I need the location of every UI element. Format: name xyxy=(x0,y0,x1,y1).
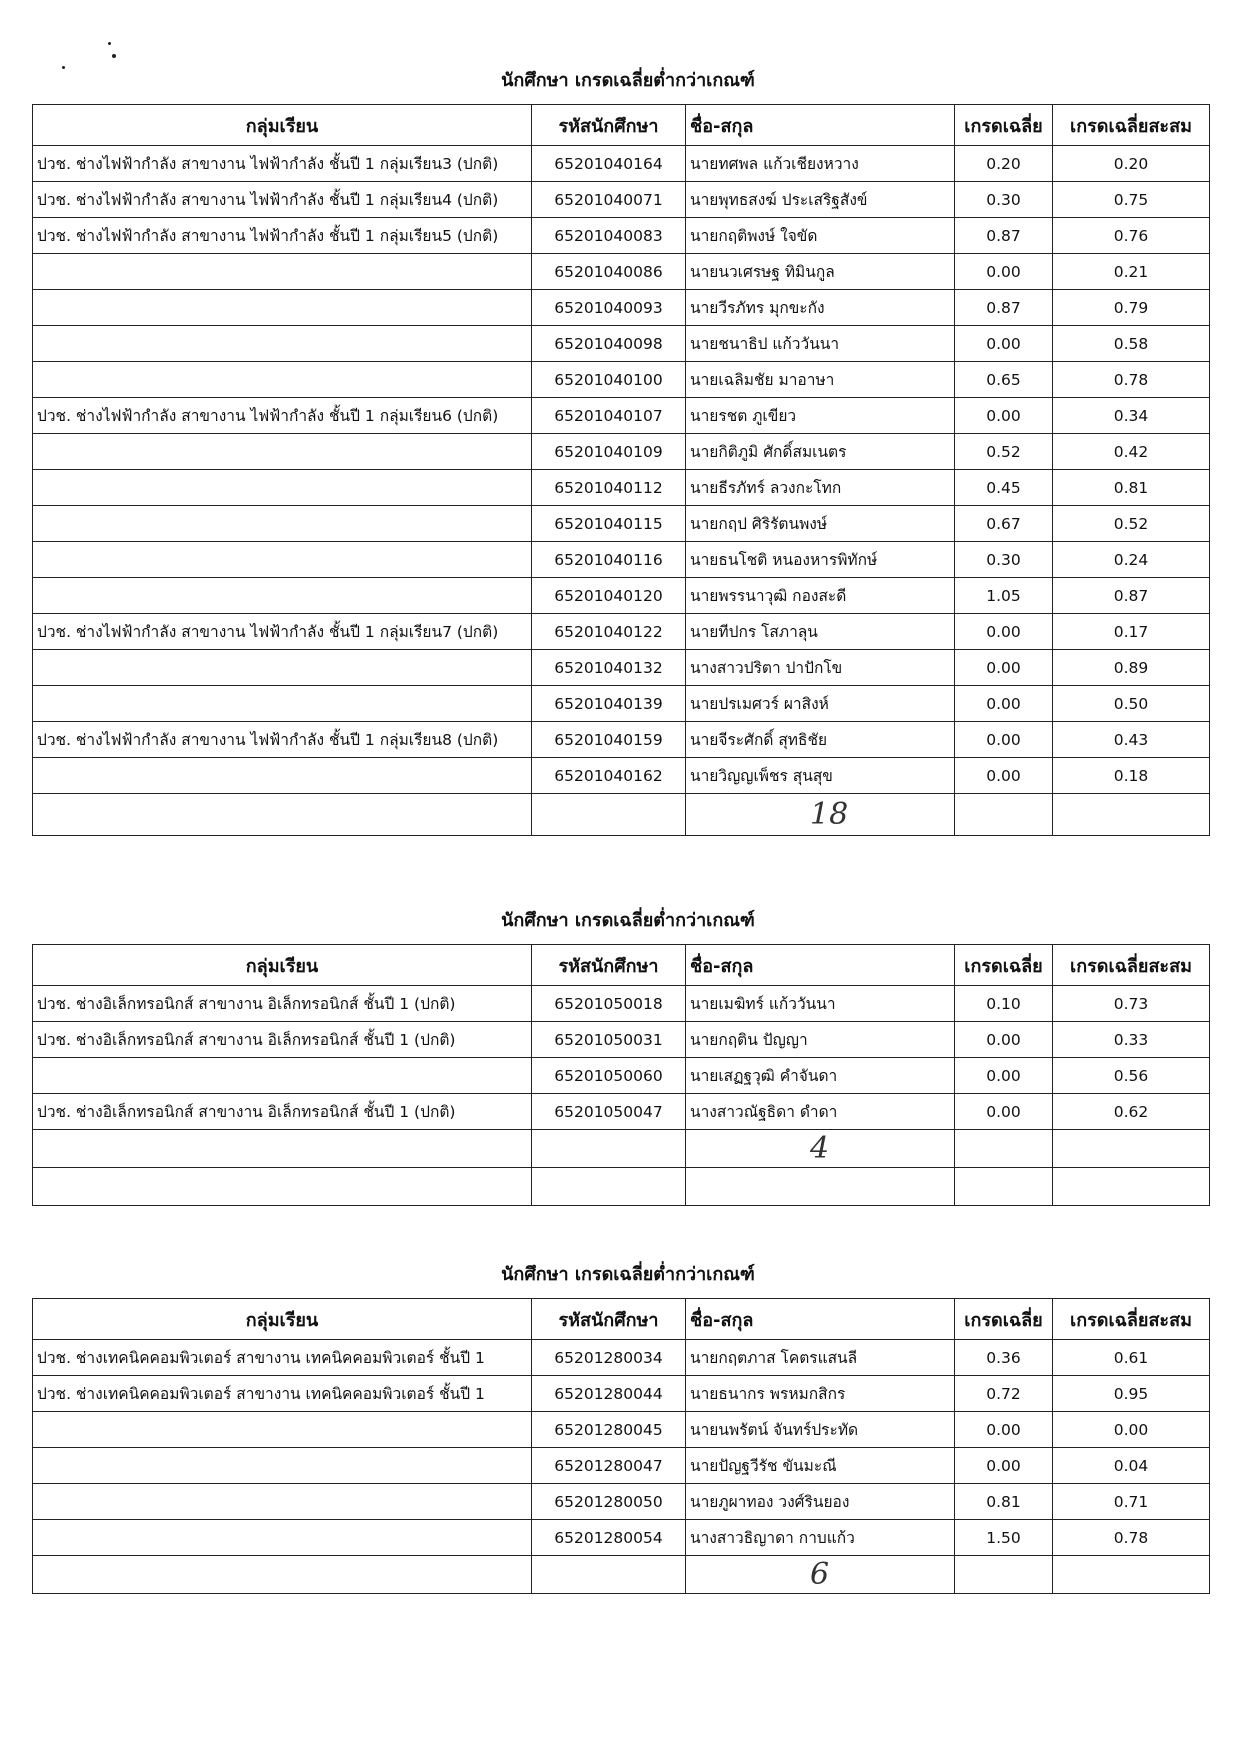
table-body xyxy=(33,1340,1210,1594)
cumulative-gpa-cell: 0.00 xyxy=(1053,1412,1210,1448)
group-cell xyxy=(33,1484,532,1520)
gpa-cell: 0.00 xyxy=(955,1058,1053,1094)
student-id-cell: 65201040100 xyxy=(532,362,686,398)
group-cell xyxy=(33,686,532,722)
student-name-cell: นายวิญญเพ็ชร สุนสุข xyxy=(686,758,955,794)
gpa-cell: 0.00 xyxy=(955,686,1053,722)
header-group: กลุ่มเรียน xyxy=(33,105,532,146)
cumulative-gpa-cell: 0.95 xyxy=(1053,1376,1210,1412)
gpa-cell xyxy=(955,1168,1053,1206)
student-id-cell: 65201040109 xyxy=(532,434,686,470)
student-name-cell: นายพุทธสงฆ์ ประเสริฐสังข์ xyxy=(686,182,955,218)
table-row xyxy=(33,362,1210,398)
section-title: นักศึกษา เกรดเฉลี่ยต่ำกว่าเกณฑ์ xyxy=(501,1264,755,1285)
student-name-cell: นายทีปกร โสภาลุน xyxy=(686,614,955,650)
gpa-cell: 1.50 xyxy=(955,1520,1053,1556)
handwritten-count: 4 xyxy=(810,1131,830,1166)
gpa-cell: 0.87 xyxy=(955,218,1053,254)
table-row xyxy=(33,1058,1210,1094)
header-name: ชื่อ-สกุล xyxy=(686,105,955,146)
gpa-cell: 0.67 xyxy=(955,506,1053,542)
gpa-cell: 0.00 xyxy=(955,254,1053,290)
gpa-cell xyxy=(955,1556,1053,1594)
table-row xyxy=(33,146,1210,182)
student-id-cell: 65201040116 xyxy=(532,542,686,578)
header-cumulative-gpa: เกรดเฉลี่ยสะสม xyxy=(1053,1299,1210,1340)
cumulative-gpa-cell: 0.50 xyxy=(1053,686,1210,722)
cumulative-gpa-cell: 0.21 xyxy=(1053,254,1210,290)
group-cell xyxy=(33,290,532,326)
gpa-cell: 0.00 xyxy=(955,326,1053,362)
student-name-cell: นายชนาธิป แก้ววันนา xyxy=(686,326,955,362)
gpa-cell: 0.00 xyxy=(955,1448,1053,1484)
student-id-cell xyxy=(532,794,686,836)
student-name-cell xyxy=(686,1168,955,1206)
students-table xyxy=(32,944,1210,1206)
cumulative-gpa-cell: 0.17 xyxy=(1053,614,1210,650)
table-row xyxy=(33,1130,1210,1168)
group-cell xyxy=(33,1448,532,1484)
student-id-cell: 65201040164 xyxy=(532,146,686,182)
student-id-cell: 65201280054 xyxy=(532,1520,686,1556)
student-name-cell: นายกฤตภาส โคตรแสนลี xyxy=(686,1340,955,1376)
student-name-cell: นายพรรนาวุฒิ กองสะดี xyxy=(686,578,955,614)
group-cell: ปวช. ช่างอิเล็กทรอนิกส์ สาขางาน อิเล็กทรอนิกส์ ชั้นปี 1 (ปกติ) xyxy=(33,1022,532,1058)
group-cell xyxy=(33,1058,532,1094)
student-name-cell: นายปัญฐวีรัช ขันมะณี xyxy=(686,1448,955,1484)
table-row xyxy=(33,182,1210,218)
table-row xyxy=(33,254,1210,290)
table-row xyxy=(33,986,1210,1022)
student-name-cell: นางสาวปริตา ปาปักโข xyxy=(686,650,955,686)
table-row xyxy=(33,290,1210,326)
cumulative-gpa-cell: 0.04 xyxy=(1053,1448,1210,1484)
cumulative-gpa-cell: 0.71 xyxy=(1053,1484,1210,1520)
table-header-row xyxy=(33,945,1210,986)
gpa-cell: 0.00 xyxy=(955,758,1053,794)
table-row xyxy=(33,1484,1210,1520)
cumulative-gpa-cell: 0.75 xyxy=(1053,182,1210,218)
student-id-cell: 65201050060 xyxy=(532,1058,686,1094)
cumulative-gpa-cell: 0.42 xyxy=(1053,434,1210,470)
student-name-cell: นายรชต ภูเขียว xyxy=(686,398,955,434)
student-id-cell: 65201040162 xyxy=(532,758,686,794)
student-name-cell xyxy=(686,1556,955,1594)
student-id-cell xyxy=(532,1168,686,1206)
group-cell: ปวช. ช่างไฟฟ้ากำลัง สาขางาน ไฟฟ้ากำลัง ชั้นปี 1 กลุ่มเรียน3 (ปกติ) xyxy=(33,146,532,182)
student-name-cell: นายทศพล แก้วเชียงหวาง xyxy=(686,146,955,182)
cumulative-gpa-cell xyxy=(1053,1130,1210,1168)
cumulative-gpa-cell: 0.78 xyxy=(1053,362,1210,398)
table-row xyxy=(33,1556,1210,1594)
section-electronics xyxy=(0,904,1238,1166)
group-cell xyxy=(33,470,532,506)
student-name-cell: นายเสฏฐวุฒิ คำจันดา xyxy=(686,1058,955,1094)
table-row xyxy=(33,1168,1210,1206)
group-cell: ปวช. ช่างอิเล็กทรอนิกส์ สาขางาน อิเล็กทรอนิกส์ ชั้นปี 1 (ปกติ) xyxy=(33,986,532,1022)
gpa-cell: 0.00 xyxy=(955,1022,1053,1058)
group-cell: ปวช. ช่างไฟฟ้ากำลัง สาขางาน ไฟฟ้ากำลัง ชั้นปี 1 กลุ่มเรียน6 (ปกติ) xyxy=(33,398,532,434)
gpa-cell: 0.30 xyxy=(955,542,1053,578)
gpa-cell: 0.65 xyxy=(955,362,1053,398)
group-cell: ปวช. ช่างไฟฟ้ากำลัง สาขางาน ไฟฟ้ากำลัง ชั้นปี 1 กลุ่มเรียน5 (ปกติ) xyxy=(33,218,532,254)
table-row xyxy=(33,758,1210,794)
student-name-cell: นายธนโชติ หนองหารพิทักษ์ xyxy=(686,542,955,578)
gpa-cell: 0.00 xyxy=(955,398,1053,434)
student-id-cell: 65201280045 xyxy=(532,1412,686,1448)
student-name-cell: นายกฤติพงษ์ ใจขัด xyxy=(686,218,955,254)
table-body xyxy=(33,146,1210,836)
handwritten-count: 18 xyxy=(810,797,849,832)
gpa-cell: 0.00 xyxy=(955,650,1053,686)
cumulative-gpa-cell: 0.89 xyxy=(1053,650,1210,686)
gpa-cell: 0.00 xyxy=(955,1094,1053,1130)
gpa-cell: 0.45 xyxy=(955,470,1053,506)
student-id-cell: 65201040098 xyxy=(532,326,686,362)
gpa-cell xyxy=(955,1130,1053,1168)
cumulative-gpa-cell: 0.58 xyxy=(1053,326,1210,362)
table-header-row xyxy=(33,105,1210,146)
student-name-cell: นายจีระศักดิ์ สุทธิชัย xyxy=(686,722,955,758)
student-id-cell: 65201040132 xyxy=(532,650,686,686)
student-id-cell: 65201040107 xyxy=(532,398,686,434)
students-table xyxy=(32,1298,1210,1594)
student-name-cell: นางสาวธิญาดา กาบแก้ว xyxy=(686,1520,955,1556)
student-id-cell: 65201280047 xyxy=(532,1448,686,1484)
group-cell xyxy=(33,794,532,836)
table-row xyxy=(33,218,1210,254)
gpa-cell: 1.05 xyxy=(955,578,1053,614)
student-id-cell: 65201040159 xyxy=(532,722,686,758)
group-cell xyxy=(33,578,532,614)
group-cell xyxy=(33,326,532,362)
gpa-cell: 0.36 xyxy=(955,1340,1053,1376)
gpa-cell: 0.81 xyxy=(955,1484,1053,1520)
student-id-cell: 65201280034 xyxy=(532,1340,686,1376)
cumulative-gpa-cell: 0.24 xyxy=(1053,542,1210,578)
table-row xyxy=(33,794,1210,836)
student-id-cell: 65201050018 xyxy=(532,986,686,1022)
gpa-cell: 0.87 xyxy=(955,290,1053,326)
student-name-cell: นายกฤติน ปัญญา xyxy=(686,1022,955,1058)
section-title: นักศึกษา เกรดเฉลี่ยต่ำกว่าเกณฑ์ xyxy=(501,70,755,91)
header-student-id: รหัสนักศึกษา xyxy=(532,1299,686,1340)
section-title: นักศึกษา เกรดเฉลี่ยต่ำกว่าเกณฑ์ xyxy=(501,910,755,931)
table-row xyxy=(33,1376,1210,1412)
gpa-cell: 0.00 xyxy=(955,1412,1053,1448)
section-computer-technics xyxy=(0,1258,1238,1592)
group-cell xyxy=(33,650,532,686)
header-group: กลุ่มเรียน xyxy=(33,945,532,986)
scan-speck xyxy=(108,42,111,45)
table-row xyxy=(33,1412,1210,1448)
table-header-row xyxy=(33,1299,1210,1340)
cumulative-gpa-cell: 0.33 xyxy=(1053,1022,1210,1058)
cumulative-gpa-cell: 0.78 xyxy=(1053,1520,1210,1556)
cumulative-gpa-cell: 0.18 xyxy=(1053,758,1210,794)
group-cell xyxy=(33,254,532,290)
table-row xyxy=(33,1520,1210,1556)
gpa-cell: 0.52 xyxy=(955,434,1053,470)
table-row xyxy=(33,686,1210,722)
gpa-cell: 0.00 xyxy=(955,614,1053,650)
group-cell xyxy=(33,434,532,470)
cumulative-gpa-cell xyxy=(1053,1168,1210,1206)
student-id-cell: 65201280044 xyxy=(532,1376,686,1412)
student-id-cell: 65201040122 xyxy=(532,614,686,650)
table-body xyxy=(33,986,1210,1206)
student-name-cell xyxy=(686,794,955,836)
group-cell xyxy=(33,542,532,578)
table-row xyxy=(33,542,1210,578)
students-table xyxy=(32,104,1210,836)
student-id-cell: 65201040120 xyxy=(532,578,686,614)
group-cell xyxy=(33,506,532,542)
table-row xyxy=(33,722,1210,758)
header-gpa: เกรดเฉลี่ย xyxy=(955,105,1053,146)
header-gpa: เกรดเฉลี่ย xyxy=(955,945,1053,986)
student-id-cell: 65201040112 xyxy=(532,470,686,506)
student-name-cell xyxy=(686,1130,955,1168)
header-gpa: เกรดเฉลี่ย xyxy=(955,1299,1053,1340)
cumulative-gpa-cell: 0.62 xyxy=(1053,1094,1210,1130)
header-name: ชื่อ-สกุล xyxy=(686,1299,955,1340)
group-cell xyxy=(33,1556,532,1594)
gpa-cell: 0.20 xyxy=(955,146,1053,182)
group-cell xyxy=(33,1130,532,1168)
cumulative-gpa-cell: 0.73 xyxy=(1053,986,1210,1022)
cumulative-gpa-cell: 0.81 xyxy=(1053,470,1210,506)
header-group: กลุ่มเรียน xyxy=(33,1299,532,1340)
student-name-cell: นายนวเศรษฐ ทิมินกูล xyxy=(686,254,955,290)
scan-speck xyxy=(112,54,116,58)
group-cell xyxy=(33,1520,532,1556)
cumulative-gpa-cell: 0.56 xyxy=(1053,1058,1210,1094)
student-name-cell: นายธีรภัทร์ ลวงกะโทก xyxy=(686,470,955,506)
table-row xyxy=(33,434,1210,470)
table-row xyxy=(33,650,1210,686)
table-row xyxy=(33,398,1210,434)
table-row xyxy=(33,578,1210,614)
student-id-cell: 65201040071 xyxy=(532,182,686,218)
group-cell xyxy=(33,1412,532,1448)
table-row xyxy=(33,1022,1210,1058)
scan-edge xyxy=(0,0,1238,6)
student-id-cell: 65201050031 xyxy=(532,1022,686,1058)
student-name-cell: นายกิติภูมิ ศักดิ์สมเนตร xyxy=(686,434,955,470)
gpa-cell: 0.30 xyxy=(955,182,1053,218)
cumulative-gpa-cell: 0.76 xyxy=(1053,218,1210,254)
cumulative-gpa-cell: 0.79 xyxy=(1053,290,1210,326)
student-id-cell: 65201040093 xyxy=(532,290,686,326)
header-cumulative-gpa: เกรดเฉลี่ยสะสม xyxy=(1053,105,1210,146)
student-name-cell: นายภูผาทอง วงศ์รินยอง xyxy=(686,1484,955,1520)
header-name: ชื่อ-สกุล xyxy=(686,945,955,986)
cumulative-gpa-cell: 0.34 xyxy=(1053,398,1210,434)
student-id-cell: 65201040139 xyxy=(532,686,686,722)
group-cell: ปวช. ช่างไฟฟ้ากำลัง สาขางาน ไฟฟ้ากำลัง ชั้นปี 1 กลุ่มเรียน7 (ปกติ) xyxy=(33,614,532,650)
table-row xyxy=(33,326,1210,362)
gpa-cell xyxy=(955,794,1053,836)
group-cell xyxy=(33,758,532,794)
group-cell xyxy=(33,1168,532,1206)
gpa-cell: 0.00 xyxy=(955,722,1053,758)
student-name-cell: นายนพรัตน์ จันทร์ประทัด xyxy=(686,1412,955,1448)
cumulative-gpa-cell: 0.61 xyxy=(1053,1340,1210,1376)
student-name-cell: นายธนากร พรหมกสิกร xyxy=(686,1376,955,1412)
handwritten-count: 6 xyxy=(810,1557,830,1592)
cumulative-gpa-cell xyxy=(1053,794,1210,836)
student-name-cell: นายเฉลิมชัย มาอาษา xyxy=(686,362,955,398)
group-cell: ปวช. ช่างเทคนิคคอมพิวเตอร์ สาขางาน เทคนิคคอมพิวเตอร์ ชั้นปี 1 xyxy=(33,1340,532,1376)
table-row xyxy=(33,1340,1210,1376)
student-id-cell xyxy=(532,1130,686,1168)
header-cumulative-gpa: เกรดเฉลี่ยสะสม xyxy=(1053,945,1210,986)
student-id-cell xyxy=(532,1556,686,1594)
student-id-cell: 65201040086 xyxy=(532,254,686,290)
student-name-cell: นางสาวณัฐธิดา ดำดา xyxy=(686,1094,955,1130)
gpa-cell: 0.72 xyxy=(955,1376,1053,1412)
cumulative-gpa-cell: 0.87 xyxy=(1053,578,1210,614)
group-cell: ปวช. ช่างไฟฟ้ากำลัง สาขางาน ไฟฟ้ากำลัง ชั้นปี 1 กลุ่มเรียน4 (ปกติ) xyxy=(33,182,532,218)
cumulative-gpa-cell xyxy=(1053,1556,1210,1594)
table-row xyxy=(33,1448,1210,1484)
student-name-cell: นายวีรภัทร มุกขะกัง xyxy=(686,290,955,326)
table-row xyxy=(33,470,1210,506)
cumulative-gpa-cell: 0.52 xyxy=(1053,506,1210,542)
table-row xyxy=(33,506,1210,542)
student-id-cell: 65201050047 xyxy=(532,1094,686,1130)
group-cell: ปวช. ช่างเทคนิคคอมพิวเตอร์ สาขางาน เทคนิคคอมพิวเตอร์ ชั้นปี 1 xyxy=(33,1376,532,1412)
table-row xyxy=(33,614,1210,650)
student-id-cell: 65201280050 xyxy=(532,1484,686,1520)
group-cell xyxy=(33,362,532,398)
student-name-cell: นายเมฆิทร์ แก้ววันนา xyxy=(686,986,955,1022)
table-row xyxy=(33,1094,1210,1130)
cumulative-gpa-cell: 0.20 xyxy=(1053,146,1210,182)
student-name-cell: นายปรเมศวร์ ผาสิงห์ xyxy=(686,686,955,722)
header-student-id: รหัสนักศึกษา xyxy=(532,945,686,986)
header-student-id: รหัสนักศึกษา xyxy=(532,105,686,146)
section-power-electrical xyxy=(0,64,1238,832)
student-id-cell: 65201040115 xyxy=(532,506,686,542)
student-name-cell: นายกฤป ศิริรัตนพงษ์ xyxy=(686,506,955,542)
cumulative-gpa-cell: 0.43 xyxy=(1053,722,1210,758)
group-cell: ปวช. ช่างอิเล็กทรอนิกส์ สาขางาน อิเล็กทรอนิกส์ ชั้นปี 1 (ปกติ) xyxy=(33,1094,532,1130)
gpa-cell: 0.10 xyxy=(955,986,1053,1022)
student-id-cell: 65201040083 xyxy=(532,218,686,254)
group-cell: ปวช. ช่างไฟฟ้ากำลัง สาขางาน ไฟฟ้ากำลัง ชั้นปี 1 กลุ่มเรียน8 (ปกติ) xyxy=(33,722,532,758)
